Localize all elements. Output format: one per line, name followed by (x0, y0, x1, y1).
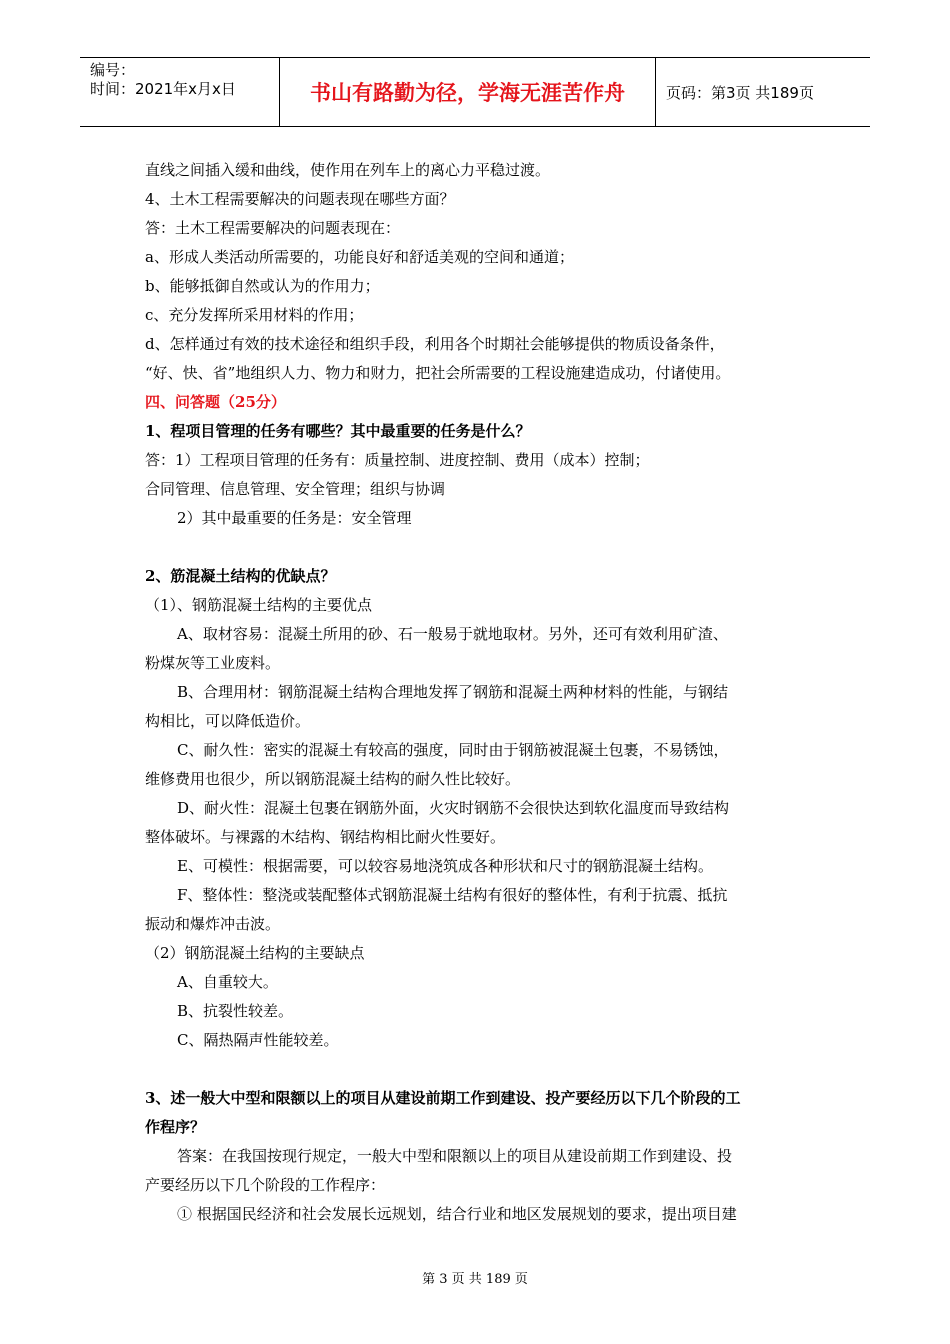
number-label: 编号： (90, 61, 136, 79)
text-line: E、可模性：根据需要，可以较容易地浇筑成各种形状和尺寸的钢筋混凝土结构。 (177, 857, 713, 875)
text-line: 产要经历以下几个阶段的工作程序： (145, 1176, 386, 1194)
page-footer: 第 3 页 共 189 页 (422, 1272, 528, 1287)
text-line: C、隔热隔声性能较差。 (177, 1031, 339, 1049)
document-body (145, 156, 810, 1229)
question-4: 4、土木工程需要解决的问题表现在哪些方面？ (145, 190, 455, 208)
text-line: 振动和爆炸冲击波。 (145, 915, 281, 933)
text-line: d、怎样通过有效的技术途径和组织手段，利用各个时期社会能够提供的物质设备条件， (145, 335, 725, 353)
text-line: （1）、钢筋混凝土结构的主要优点 (145, 596, 373, 614)
text-line: c、充分发挥所采用材料的作用； (145, 306, 364, 324)
text-line: F、整体性：整浇或装配整体式钢筋混凝土结构有很好的整体性，有利于抗震、抵抗 (177, 886, 728, 904)
text-line: b、能够抵御自然或认为的作用力； (145, 277, 380, 295)
text-line: A、取材容易：混凝土所用的砂、石一般易于就地取材。另外，还可有效利用矿渣、 (177, 625, 728, 643)
text-line: A、自重较大。 (177, 973, 278, 991)
question-1: 1、程项目管理的任务有哪些？其中最重要的任务是什么？ (145, 422, 531, 440)
text-line: 整体破坏。与裸露的木结构、钢结构相比耐火性要好。 (145, 828, 506, 846)
text-line: C、耐久性：密实的混凝土有较高的强度，同时由于钢筋被混凝土包裹，不易锈蚀， (177, 741, 729, 759)
header-motto: 书山有路勤为径，学海无涯苦作舟 (280, 58, 656, 126)
time-label: 时间：2021年x月x日 (90, 80, 236, 98)
text-line: 构相比，可以降低造价。 (145, 712, 311, 730)
text-line: ① 根据国民经济和社会发展长远规划，结合行业和地区发展规划的要求，提出项目建 (177, 1205, 737, 1223)
text-line: “好、快、省”地组织人力、物力和财力，把社会所需要的工程设施建造成功，付诸使用。 (145, 364, 731, 382)
text-line: 粉煤灰等工业废料。 (145, 654, 281, 672)
text-line: 维修费用也很少，所以钢筋混凝土结构的耐久性比较好。 (145, 770, 521, 788)
page-header (80, 57, 870, 127)
header-page-info: 页码：第3页 共189页 (666, 83, 814, 102)
section-heading: 四、问答题（25分） (145, 393, 286, 411)
text-line: （2）钢筋混凝土结构的主要缺点 (145, 944, 365, 962)
text-line: 合同管理、信息管理、安全管理；组织与协调 (145, 480, 446, 498)
question-2: 2、筋混凝土结构的优缺点？ (145, 567, 336, 585)
text-line: a、形成人类活动所需要的，功能良好和舒适美观的空间和通道； (145, 248, 574, 266)
question-3-cont: 作程序？ (145, 1118, 206, 1136)
text-line: 直线之间插入缓和曲线，使作用在列车上的离心力平稳过渡。 (145, 161, 551, 179)
text-line: 答：土木工程需要解决的问题表现在： (145, 219, 401, 237)
text-line: B、合理用材：钢筋混凝土结构合理地发挥了钢筋和混凝土两种材料的性能，与钢结 (177, 683, 729, 701)
text-line: 2）其中最重要的任务是：安全管理 (177, 509, 412, 527)
text-line: 答案：在我国按现行规定，一般大中型和限额以上的项目从建设前期工作到建设、投 (177, 1147, 733, 1165)
text-line: B、抗裂性较差。 (177, 1002, 294, 1020)
text-line: 答：1）工程项目管理的任务有：质量控制、进度控制、费用（成本）控制； (145, 451, 650, 469)
question-3: 3、述一般大中型和限额以上的项目从建设前期工作到建设、投产要经历以下几个阶段的工 (145, 1089, 741, 1107)
text-line: D、耐火性：混凝土包裹在钢筋外面，火灾时钢筋不会很快达到软化温度而导致结构 (177, 799, 730, 817)
header-meta (80, 58, 280, 126)
